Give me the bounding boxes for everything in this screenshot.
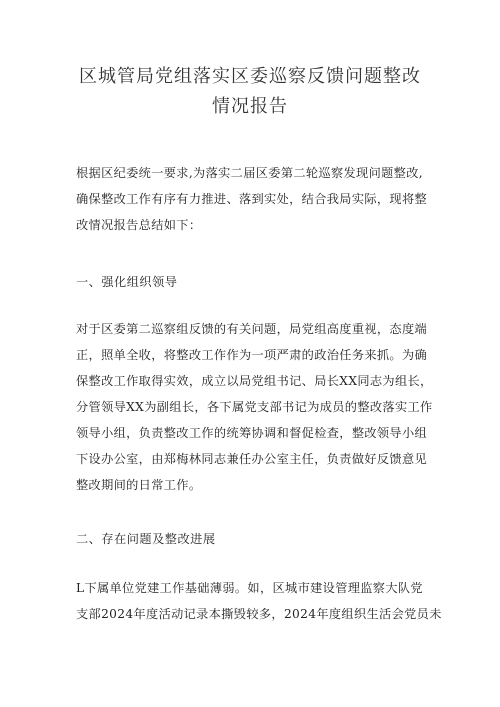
intro-line: 改情况报告总结如下： [76,218,202,232]
document-title-line-2: 情况报告 [212,96,288,117]
section-1-line: 保整改工作取得实效，成立以局党组书记、局长XX同志为组长， [76,374,433,388]
intro-line: 确保整改工作有序有力推进、落到实处，结合我局实际，现将整 [76,192,428,206]
section-2-line: L下属单位党建工作基础薄弱。如，区城市建设管理监察大队党 [76,581,423,595]
intro-line: 根据区纪委统一要求,为落实二届区委第二轮巡察发现问题整改, [76,166,423,180]
intro-paragraph [76,160,428,238]
section-1-paragraph [76,316,433,498]
section-1-line: 分管领导XX为副组长，各下属党支部书记为成员的整改落实工作 [76,400,433,414]
section-2-paragraph [76,575,442,627]
section-1-line: 下设办公室，由郑梅林同志兼任办公室主任，负责做好反馈意见 [76,452,428,466]
section-2-line: 支部2024年度活动记录本撕毁较多，2024年度组织生活会党员未 [76,607,442,621]
section-1-line: 对于区委第二巡察组反馈的有关问题，局党组高度重视，态度端 [76,322,428,336]
section-1-line: 领导小组，负责整改工作的统筹协调和督促检查，整改领导小组 [76,426,428,440]
section-1-line: 正，照单全收，将整改工作作为一项严肃的政治任务来抓。为确 [76,348,428,362]
document-title-line-1: 区城管局党组落实区委巡察反馈问题整改 [79,66,421,87]
section-1-heading: 一、强化组织领导 [76,275,178,289]
section-1-line: 整改期间的日常工作。 [76,478,202,492]
section-2-heading: 二、存在问题及整改进展 [76,532,216,546]
